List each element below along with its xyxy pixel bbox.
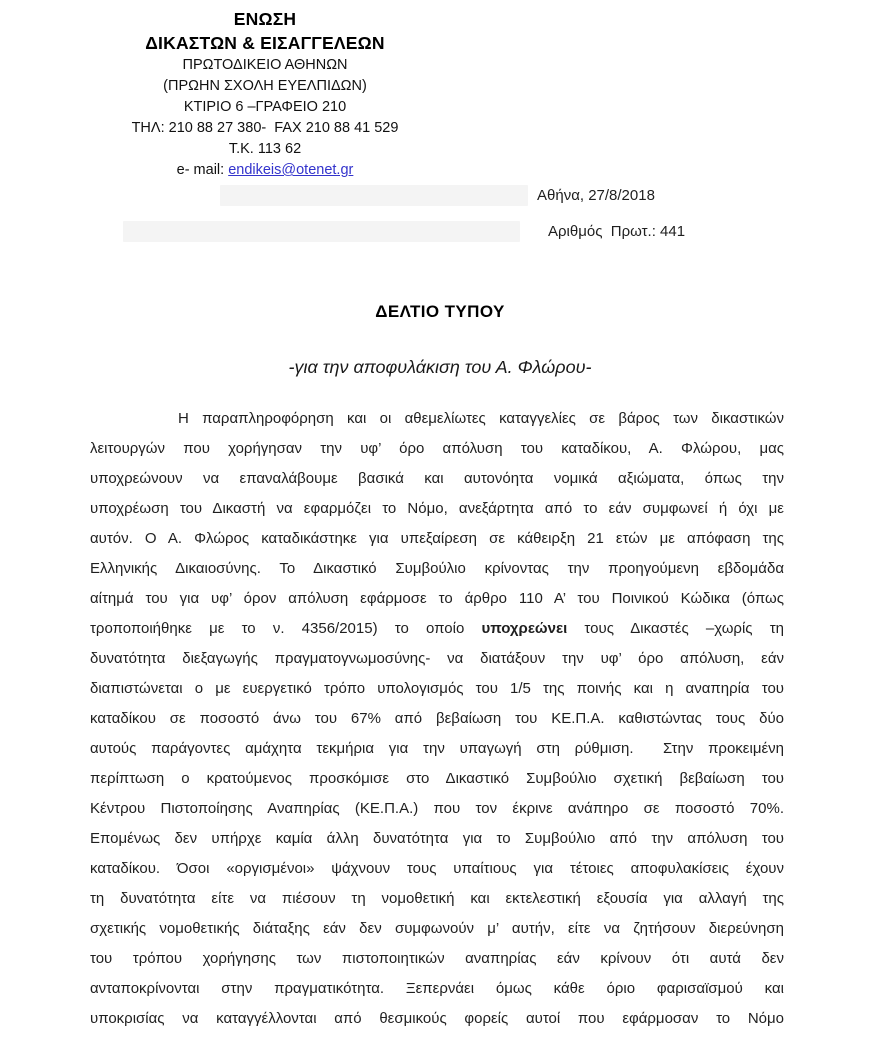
letterhead-building: ΚΤΙΡΙΟ 6 –ΓΡΑΦΕΙΟ 210 (183, 99, 347, 115)
body-line: Επομένως δεν υπήρχε καμία άλλη δυνατότητα για το Συμβούλιο από την απόλυση του (90, 830, 784, 847)
redaction-bar-date (220, 185, 528, 206)
body-line: υποχρεώνουν να επαναλάβουμε βασικά και αυτονόητα νομικά αξιώματα, όπως την (90, 470, 784, 487)
body-line: δυνατότητα διεξαγωγής πραγματογνωμοσύνης- να διατάξουν την υφ’ όρο απόλυση, εάν (90, 650, 784, 667)
body-line: Ελληνικής Δικαιοσύνης. Το Δικαστικό Συμβούλιο κρίνοντας την προηγούμενη εβδομάδα (90, 560, 784, 577)
email-label: e- mail: (176, 162, 229, 178)
redaction-bar-protocol (123, 221, 520, 242)
body-line: υποχρέωση του Δικαστή να εφαρμόζει το Νόμο, ανεξάρτητα από το εάν συμφωνεί ή όχι με (90, 500, 784, 517)
body-line: υποκρισίας να καταγγέλλονται από θεσμικούς φορείς αυτοί που εφάρμοσαν το Νόμο (90, 1010, 784, 1027)
body-line: αυτούς παράγοντες αμάχητα τεκμήρια για την υπαγωγή στη ρύθμιση. Στην προκειμένη (90, 740, 784, 757)
body-line: περίπτωση ο κρατούμενος προσκόμισε στο Δικαστικό Συμβούλιο σχετική βεβαίωση του (90, 770, 784, 787)
body-line: καταδίκου σε ποσοστό άνω του 67% από βεβαίωση του ΚΕ.Π.Α. καθιστώντας τους δύο (90, 710, 784, 727)
letterhead-former-name: (ΠΡΩΗΝ ΣΧΟΛΗ ΕΥΕΛΠΙΔΩΝ) (163, 78, 367, 94)
body-line: Η παραπληροφόρηση και οι αθεμελίωτες καταγγελίες σε βάρος των δικαστικών (178, 410, 784, 427)
body-line: αυτόν. Ο Α. Φλώρος καταδικάστηκε για υπεξαίρεση σε κάθειρξη 21 ετών με απόφαση της (90, 530, 784, 547)
body-line: σχετικής νομοθετικής διάταξης εάν δεν συμφωνούν μ’ αυτήν, είτε να ζητήσουν διερεύνηση (90, 920, 784, 937)
letterhead (95, 7, 435, 181)
letterhead-phone-fax: ΤΗΛ: 210 88 27 380- FAX 210 88 41 529 (131, 120, 399, 136)
org-name-line2: ΔΙΚΑΣΤΩΝ & ΕΙΣΑΓΓΕΛΕΩΝ (145, 33, 385, 53)
body-segment: τροποποιήθηκε με το ν. 4356/2015) το οποίο (90, 620, 482, 637)
body-line: τη δυνατότητα είτε να πιέσουν τη νομοθετική και εκτελεστική εξουσία για αλλαγή της (90, 890, 784, 907)
org-name-line1: ΕΝΩΣΗ (233, 9, 297, 29)
protocol-number: Αριθμός Πρωτ.: 441 (548, 223, 686, 240)
body-segment: τους Δικαστές –χωρίς τη (567, 620, 784, 637)
body-segment-bold: υποχρεώνει (481, 620, 568, 637)
body-line: αίτημά του για υφ’ όρον απόλυση εφάρμοσε το άρθρο 110 Α’ του Ποινικού Κώδικα (όπως (90, 590, 784, 607)
letterhead-postal-code: Τ.Κ. 113 62 (228, 141, 302, 157)
body-line: καταδίκου. Όσοι «οργισμένοι» ψάχνουν τους υπαίτιους για τέτοιες αποφυλακίσεις έχουν (90, 860, 784, 877)
document-date: Αθήνα, 27/8/2018 (537, 187, 655, 204)
body-line: του τρόπου χορήγησης των πιστοποιητικών αναπηρίας εάν κρίνουν ότι αυτά δεν (90, 950, 784, 967)
body-line: Κέντρου Πιστοποίησης Αναπηρίας (ΚΕ.Π.Α.) που τον έκρινε ανάπηρο σε ποσοστό 70%. (90, 800, 784, 817)
body-line: διαπιστώνεται ο με ευεργετικό τρόπο υπολογισμός του 1/5 της ποινής και η αναπηρία του (90, 680, 784, 697)
press-release-title: ΔΕΛΤΙΟ ΤΥΠΟΥ (375, 302, 505, 321)
body-line: λειτουργών που χορήγησαν την υφ’ όρο απόλυση του καταδίκου, Α. Φλώρου, μας (90, 440, 784, 457)
body-line: ανταποκρίνονται στην πραγματικότητα. Ξεπερνάει όμως κάθε όριο φαρισαϊσμού και (90, 980, 784, 997)
body-paragraph (90, 404, 784, 1034)
press-release-subtitle: -για την αποφυλάκιση του Α. Φλώρου- (288, 357, 592, 377)
email-link[interactable]: endikeis@otenet.gr (228, 162, 354, 178)
body-line-with-bold (90, 614, 784, 644)
letterhead-email-line (95, 160, 435, 181)
letterhead-court: ΠΡΩΤΟΔΙΚΕΙΟ ΑΘΗΝΩΝ (182, 57, 348, 73)
